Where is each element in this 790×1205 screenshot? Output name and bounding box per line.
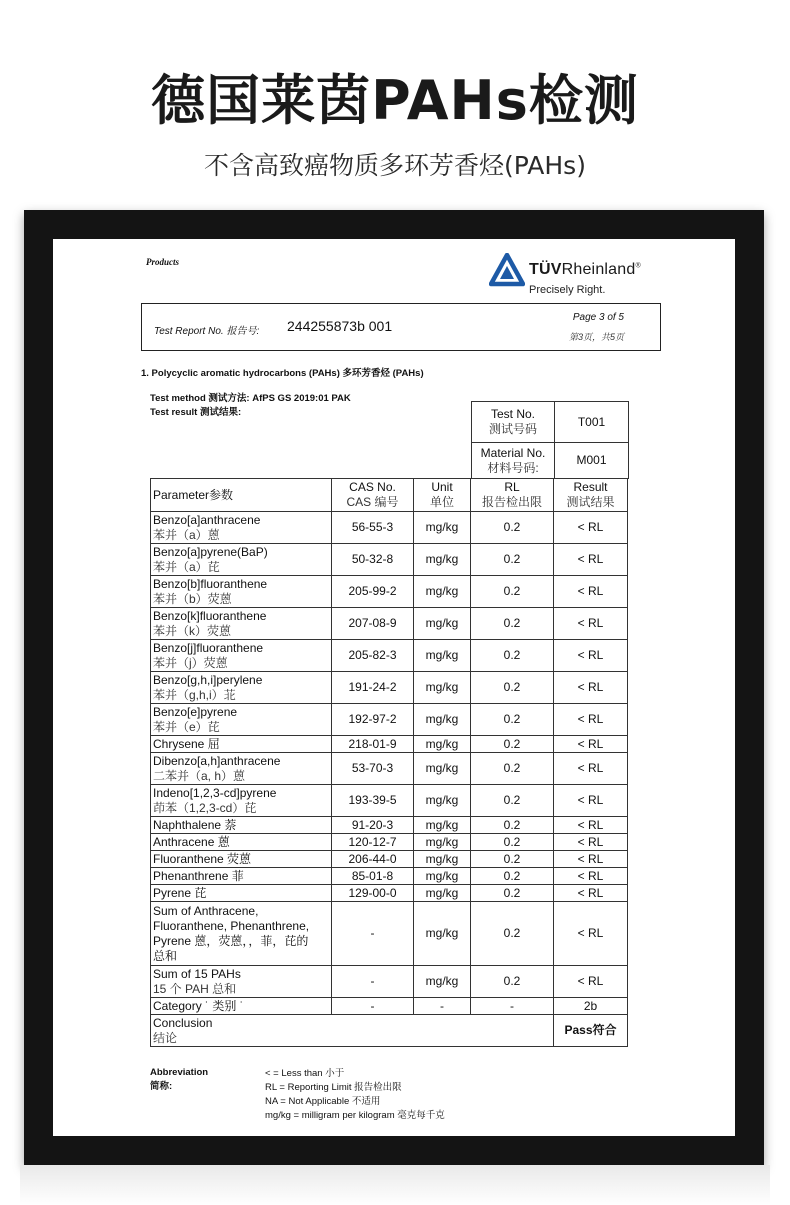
cas-cell: 191-24-2 [332, 672, 414, 704]
test-method: Test method 测试方法: AfPS GS 2019:01 PAK [150, 393, 351, 404]
abbreviation-line: < = Less than 小于 [265, 1068, 345, 1079]
page-indicator: Page 3 of 5 [572, 312, 624, 323]
unit-cell: mg/kg [414, 704, 471, 736]
rl-cell: 0.2 [471, 966, 554, 998]
unit-cell: mg/kg [414, 736, 471, 753]
test-no-value: T001 [555, 402, 629, 443]
cas-cell: 56-55-3 [332, 512, 414, 544]
table-row [151, 640, 628, 672]
sum-15-pahs-row [151, 966, 628, 998]
rl-cell: 0.2 [471, 704, 554, 736]
result-cell: < RL [554, 640, 628, 672]
result-cell: < RL [554, 576, 628, 608]
table-row [151, 544, 628, 576]
result-cell: < RL [554, 902, 628, 966]
parameter-cell: Benzo[j]fluoranthene 苯并（j）荧蒽 [151, 640, 332, 672]
rl-cell: 0.2 [471, 851, 554, 868]
unit-cell: mg/kg [414, 851, 471, 868]
table-row [151, 672, 628, 704]
material-no-value: M001 [555, 443, 629, 479]
unit-cell: mg/kg [414, 885, 471, 902]
unit-cell: mg/kg [414, 966, 471, 998]
page-title: 德国莱茵PAHs检测 [151, 69, 639, 132]
cas-cell: - [332, 966, 414, 998]
unit-cell: mg/kg [414, 512, 471, 544]
result-cell: 2b [554, 998, 628, 1015]
parameter-cell: Benzo[a]pyrene(BaP) 苯并（a）芘 [151, 544, 332, 576]
cas-cell: - [332, 902, 414, 966]
result-cell: < RL [554, 544, 628, 576]
parameter-cell: Benzo[b]fluoranthene 苯并（b）荧蒽 [151, 576, 332, 608]
rl-cell: 0.2 [471, 544, 554, 576]
report-number: 244255873b 001 [287, 318, 393, 334]
parameter-cell: Indeno[1,2,3-cd]pyrene 茚苯（1,2,3-cd）芘 [151, 785, 332, 817]
cas-cell: - [332, 998, 414, 1015]
unit-cell: mg/kg [414, 640, 471, 672]
rl-cell: 0.2 [471, 512, 554, 544]
table-row [151, 608, 628, 640]
abbreviation-label: Abbreviation 简称: [150, 1067, 209, 1092]
cas-cell: 120-12-7 [332, 834, 414, 851]
col-parameter: Parameter参数 [151, 479, 332, 512]
category-row [151, 998, 628, 1015]
rl-cell: 0.2 [471, 672, 554, 704]
rl-cell: 0.2 [471, 834, 554, 851]
cas-cell: 50-32-8 [332, 544, 414, 576]
cas-cell: 206-44-0 [332, 851, 414, 868]
report-number-label: Test Report No. 报告号: [154, 326, 260, 337]
result-cell: < RL [554, 885, 628, 902]
parameter-cell: Benzo[k]fluoranthene 苯并（k）荧蒽 [151, 608, 332, 640]
table-row [151, 785, 628, 817]
col-unit: Unit 单位 [414, 479, 471, 512]
rl-cell: 0.2 [471, 885, 554, 902]
tuv-brand-name: TÜVRheinland® [529, 261, 641, 278]
test-no-label: Test No. 测试号码 [472, 402, 555, 443]
rl-cell: 0.2 [471, 902, 554, 966]
rl-cell: 0.2 [471, 576, 554, 608]
rl-cell: 0.2 [471, 785, 554, 817]
col-rl: RL 报告检出限 [471, 479, 554, 512]
frame-shadow [20, 1165, 770, 1205]
result-cell: < RL [554, 834, 628, 851]
conclusion-result: Pass符合 [554, 1015, 628, 1047]
cas-cell: 85-01-8 [332, 868, 414, 885]
parameter-cell: Benzo[e]pyrene 苯并（e）芘 [151, 704, 332, 736]
table-row [151, 834, 628, 851]
parameter-cell: Fluoranthene 荧蒽 [151, 851, 332, 868]
parameter-cell: Category ˙ 类别 ˙ [151, 998, 332, 1015]
section-title: 1. Polycyclic aromatic hydrocarbons (PAHs) 多环芳香烃 (PAHs) [141, 368, 424, 379]
pah-results-table [150, 478, 628, 1047]
tuv-triangle-icon [489, 253, 525, 287]
abbreviation-line: mg/kg = milligram per kilogram 毫克每千克 [265, 1110, 445, 1121]
table-row [151, 753, 628, 785]
rl-cell: 0.2 [471, 640, 554, 672]
parameter-cell: Phenanthrene 菲 [151, 868, 332, 885]
parameter-cell: Sum of 15 PAHs 15 个 PAH 总和 [151, 966, 332, 998]
cas-cell: 53-70-3 [332, 753, 414, 785]
table-row [151, 885, 628, 902]
table-row [151, 868, 628, 885]
parameter-cell: Sum of Anthracene, Fluoranthene, Phenanthrene, Pyrene 蒽，荧蒽，，菲，芘的 总和 [151, 902, 332, 966]
cas-cell: 205-99-2 [332, 576, 414, 608]
rl-cell: 0.2 [471, 868, 554, 885]
unit-cell: mg/kg [414, 785, 471, 817]
result-cell: < RL [554, 851, 628, 868]
conclusion-label: Conclusion 结论 [151, 1015, 554, 1047]
rl-cell: 0.2 [471, 753, 554, 785]
table-row [151, 851, 628, 868]
parameter-cell: Chrysene 屈 [151, 736, 332, 753]
result-cell: < RL [554, 736, 628, 753]
cas-cell: 205-82-3 [332, 640, 414, 672]
unit-cell: mg/kg [414, 608, 471, 640]
tuv-tagline: Precisely Right. [529, 284, 606, 296]
cas-cell: 218-01-9 [332, 736, 414, 753]
rl-cell: 0.2 [471, 608, 554, 640]
rl-cell: - [471, 998, 554, 1015]
table-row [151, 817, 628, 834]
unit-cell: mg/kg [414, 544, 471, 576]
parameter-cell: Benzo[a]anthracene 苯并（a）蒽 [151, 512, 332, 544]
cas-cell: 207-08-9 [332, 608, 414, 640]
conclusion-row [151, 1015, 628, 1047]
certificate-paper [53, 239, 735, 1136]
cas-cell: 193-39-5 [332, 785, 414, 817]
abbreviation-line: NA = Not Applicable 不适用 [265, 1096, 381, 1107]
material-no-label: Material No. 材料号码: [472, 443, 555, 479]
result-cell: < RL [554, 672, 628, 704]
rl-cell: 0.2 [471, 817, 554, 834]
parameter-cell: Benzo[g,h,i]perylene 苯并（g,h,i）苝 [151, 672, 332, 704]
table-row [151, 512, 628, 544]
table-row [151, 704, 628, 736]
result-cell: < RL [554, 704, 628, 736]
unit-cell: mg/kg [414, 868, 471, 885]
table-row [151, 576, 628, 608]
result-cell: < RL [554, 868, 628, 885]
result-cell: < RL [554, 817, 628, 834]
page-subtitle: 不含高致癌物质多环芳香烃(PAHs) [204, 151, 586, 180]
test-result-label: Test result 测试结果: [150, 407, 242, 418]
parameter-cell: Naphthalene 萘 [151, 817, 332, 834]
parameter-cell: Pyrene 芘 [151, 885, 332, 902]
products-label: Products [146, 257, 180, 267]
table-row [151, 736, 628, 753]
unit-cell: mg/kg [414, 817, 471, 834]
result-cell: < RL [554, 512, 628, 544]
cas-cell: 192-97-2 [332, 704, 414, 736]
unit-cell: mg/kg [414, 672, 471, 704]
unit-cell: mg/kg [414, 902, 471, 966]
rl-cell: 0.2 [471, 736, 554, 753]
result-cell: < RL [554, 966, 628, 998]
cas-cell: 129-00-0 [332, 885, 414, 902]
table-header-row [151, 479, 628, 512]
result-cell: < RL [554, 785, 628, 817]
parameter-cell: Dibenzo[a,h]anthracene 二苯并（a, h）蒽 [151, 753, 332, 785]
sample-id-table [471, 401, 629, 479]
unit-cell: mg/kg [414, 576, 471, 608]
parameter-cell: Anthracene 蒽 [151, 834, 332, 851]
col-cas: CAS No. CAS 编号 [332, 479, 414, 512]
abbreviation-line: RL = Reporting Limit 报告检出限 [265, 1082, 402, 1093]
tuv-logo [489, 253, 669, 301]
unit-cell: - [414, 998, 471, 1015]
report-number-box [141, 303, 661, 351]
result-cell: < RL [554, 753, 628, 785]
result-cell: < RL [554, 608, 628, 640]
col-result: Result 测试结果 [554, 479, 628, 512]
page-indicator-cn: 第3页，共5页 [568, 332, 624, 342]
cas-cell: 91-20-3 [332, 817, 414, 834]
unit-cell: mg/kg [414, 834, 471, 851]
sum-anthracene-row [151, 902, 628, 966]
unit-cell: mg/kg [414, 753, 471, 785]
